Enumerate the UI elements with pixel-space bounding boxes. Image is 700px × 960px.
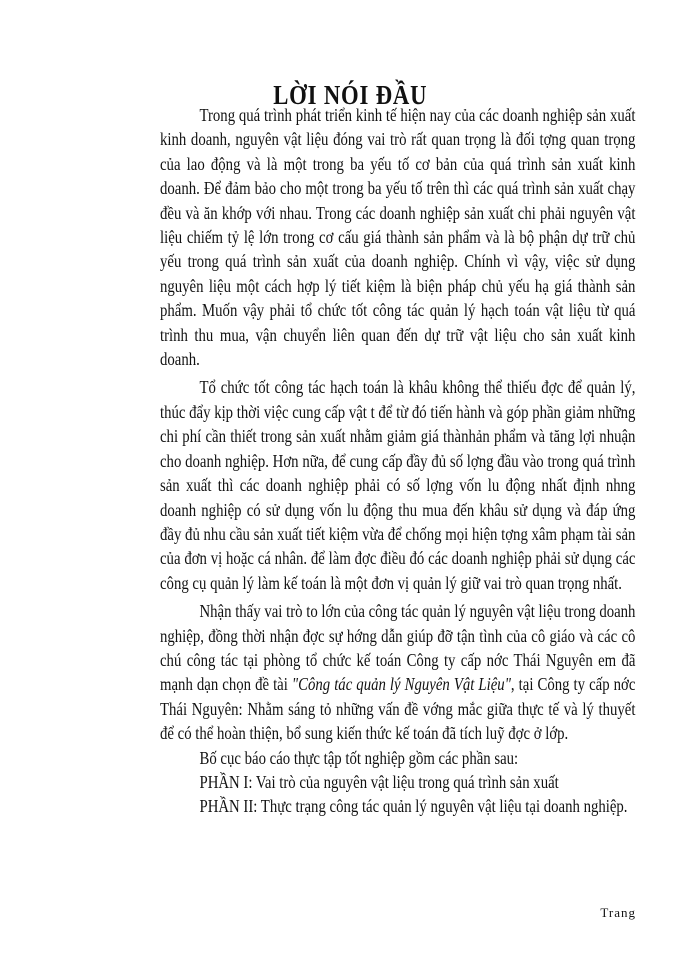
paragraph-accounting: Tổ chức tốt công tác hạch toán là khâu không thể thiếu đợc để quản lý, thúc đẩy kịp thời việc cung cấp vật t để từ đó tiến hành và góp phần giảm những chi phí cần thiết trong sản xuất nhằm giảm giá thànhản phẩm và tăng lợi nhuận cho doanh nghiệp. Hơn nữa, để cung cấp đầy đủ số lợng đầu vào trong quá trình sản xuất thì các doanh nghiệp phải có số lợng vốn lu động nhất định nhng doanh nghiệp có sử dụng vốn lu động thu mua đến khâu sử dụng và đáp ứng đầy đủ nhu cầu sản xuất tiết kiệm vừa để chống mọi hiện tợng xâm phạm tài sản của đơn vị hoặc cá nhân. để làm đợc điều đó các doanh nghiệp phải sử dụng các công cụ quản lý làm kế toán là một đơn vị quản lý giữ vai trò quan trọng nhất. xyxy=(160,377,636,593)
topic-title: "Công tác quản lý Nguyên Vật Liệu" xyxy=(291,674,511,695)
paragraph-topic-after: , tại Công ty cấp nớc Thái Nguyên: Nhằm sáng tỏ những vấn đề vớng mắc giữa thực tế và lý thuyết để có thể hoàn thiện, bổ sung kiến thức kế toán đã tích luỹ đợc ở lớp. xyxy=(160,674,636,744)
page-title: LỜI NÓI ĐẦU xyxy=(273,80,428,110)
part-2-line: PHẦN II: Thực trạng công tác quản lý nguyên vật liệu tại doanh nghiệp. xyxy=(199,796,628,817)
paragraph-structure: Bố cục báo cáo thực tập tốt nghiệp gồm các phần sau: xyxy=(199,747,519,768)
page-number-label: Trang xyxy=(600,905,636,920)
document-body xyxy=(160,103,635,819)
paragraph-topic-before: Nhận thấy vai trò to lớn của công tác quản lý nguyên vật liệu trong doanh nghiệp, đồng thời nhận đợc sự hớng dẫn giúp đỡ tận tình của cô giáo và các cô chú công tác tại phòng tổ chức kế toán Công ty cấp nớc Thái Nguyên em đã mạnh dạn chọn đề tài xyxy=(160,601,636,695)
part-1-line: PHẦN I: Vai trò của nguyên vật liệu trong quá trình sản xuất xyxy=(199,771,559,792)
paragraph-intro: Trong quá trình phát triển kinh tế hiện nay của các doanh nghiệp sản xuất kinh doanh, nguyên vật liệu đóng vai trò rất quan trọng là đối tợng quan trọng của lao động và là một trong ba yếu tố cơ bản của quá trình sản xuất kinh doanh. Để đảm bảo cho một trong ba yếu tố trên thì các quá trình sản xuất chạy đều và ăn khớp với nhau. Trong các doanh nghiệp sản xuất chi phải nguyên vật liệu chiếm tỷ lệ lớn trong cơ cấu giá thành sản phẩm và là bộ phận dự trữ chủ yếu trong quá trình sản xuất của doanh nghiệp. Chính vì vậy, việc sử dụng nguyên liệu một cách hợp lý tiết kiệm là biện pháp chủ yếu hạ giá thành sản phẩm. Muốn vậy phải tổ chức tốt công tác quản lý hạch toán vật liệu từ quá trình thu mua, vận chuyển liên quan đến dự trữ vật liệu cho sản xuất kinh doanh. xyxy=(160,105,636,370)
paragraph-topic xyxy=(160,599,635,745)
